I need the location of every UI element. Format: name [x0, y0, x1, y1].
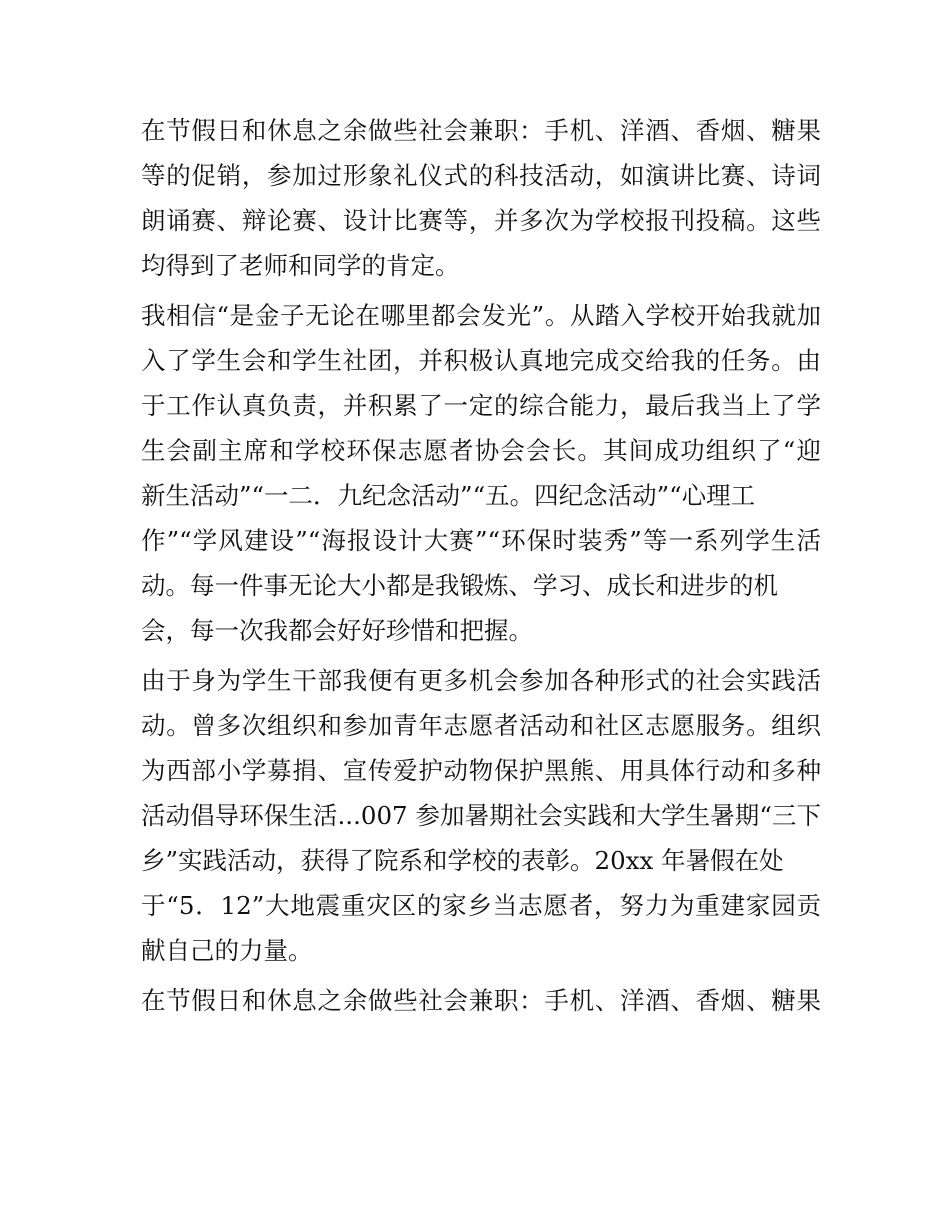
- text-line: 新生活动”“一二．九纪念活动”“五。四纪念活动”“心理工: [141, 481, 756, 510]
- text-line: 会，每一次我都会好好珍惜和把握。: [141, 616, 533, 645]
- text-line: 由于身为学生干部我便有更多机会参加各种形式的社会实践活: [141, 666, 821, 695]
- text-line: 活动倡导环保生活...007 参加暑期社会实践和大学生暑期“三下: [141, 801, 821, 830]
- text-line: 在节假日和休息之余做些社会兼职：手机、洋酒、香烟、糖果: [141, 116, 821, 145]
- text-line: 生会副主席和学校环保志愿者协会会长。其间成功组织了“迎: [141, 436, 821, 465]
- text-line: 入了学生会和学生社团，并积极认真地完成交给我的任务。由: [141, 346, 821, 375]
- paragraph-part-time-jobs: [141, 108, 821, 288]
- paragraph-social-practice: [141, 658, 821, 973]
- text-line: 动。每一件事无论大小都是我锻炼、学习、成长和进步的机: [141, 571, 778, 600]
- text-line: 我相信“是金子无论在哪里都会发光”。从踏入学校开始我就加: [141, 301, 821, 330]
- text-line: 作”“学风建设”“海报设计大赛”“环保时装秀”等一系列学生活: [141, 526, 821, 555]
- paragraph-part-time-jobs-repeat: [141, 978, 821, 1023]
- text-line: 等的促销，参加过形象礼仪式的科技活动，如演讲比赛、诗词: [141, 161, 821, 190]
- text-line: 为西部小学募捐、宣传爱护动物保护黑熊、用具体行动和多种: [141, 756, 821, 785]
- paragraph-student-union: [141, 293, 821, 653]
- text-line: 于工作认真负责，并积累了一定的综合能力，最后我当上了学: [141, 391, 821, 420]
- text-line: 均得到了老师和同学的肯定。: [141, 251, 460, 280]
- document-body: [141, 108, 821, 1028]
- text-line: 于“5．12”大地震重灾区的家乡当志愿者，努力为重建家园贡: [141, 891, 821, 920]
- text-line: 朗诵赛、辩论赛、设计比赛等，并多次为学校报刊投稿。这些: [141, 206, 821, 235]
- text-line: 乡”实践活动，获得了院系和学校的表彰。20xx 年暑假在处: [141, 846, 784, 875]
- text-line: 献自己的力量。: [141, 936, 313, 965]
- text-line: 在节假日和休息之余做些社会兼职：手机、洋酒、香烟、糖果: [141, 986, 821, 1015]
- text-line: 动。曾多次组织和参加青年志愿者活动和社区志愿服务。组织: [141, 711, 821, 740]
